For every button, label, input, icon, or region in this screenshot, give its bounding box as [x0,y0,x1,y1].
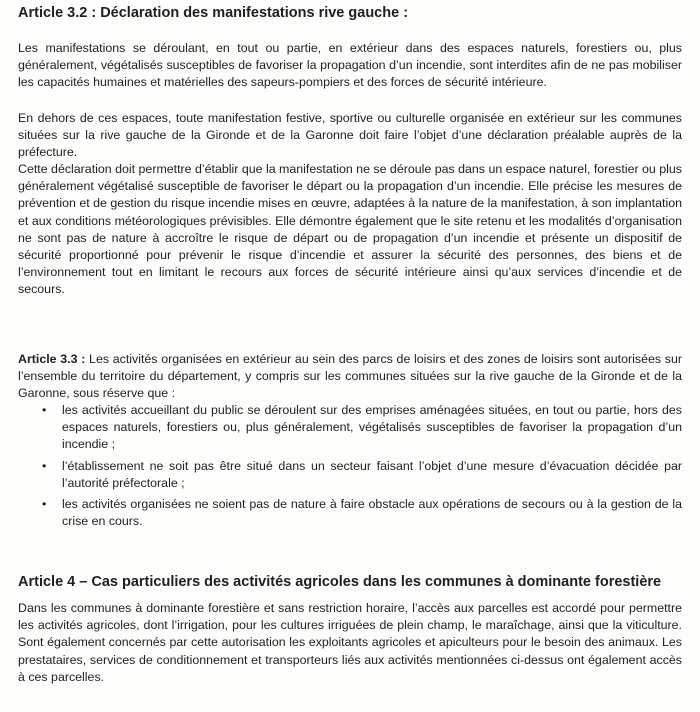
list-item-text: les activités organisées ne soient pas de nature à faire obstacle aux opérations de secours ou à la gestion de la crise en cours. [62,497,682,529]
article-3-3-intro-text: Les activités organisées en extérieur au sein des parcs de loisirs et des zones de loisirs sont autorisées sur l’ensemble du territoire du département, y compris sur les communes situées sur la rive gauche de la Gironde et de la Garonne, sous réserve que : [18,352,682,401]
list-item [40,496,682,530]
article-4-heading: Article 4 – Cas particuliers des activités agricoles dans les communes à dominante forestière [18,574,662,590]
article-3-2-heading: Article 3.2 : Déclaration des manifestations rive gauche : [18,5,409,21]
article-3-2-paragraph-2: En dehors de ces espaces, toute manifestation festive, sportive ou culturelle organisée en extérieur sur les communes situées sur la rive gauche de la Gironde et de la Garonne doit faire l’objet d’une déclaration préalable auprès de la préfecture. [18,111,682,160]
article-3-2-paragraph-3: Cette déclaration doit permettre d’établir que la manifestation ne se déroule pas dans un espace naturel, forestier ou plus généralement végétalisé susceptible de favoriser le départ ou la propagation d’un incendie. Elle précise les mesures de prévention et de gestion du risque incendie mises en œuvre, adaptées à la nature de la manifestation, à son implantation et aux conditions météorologiques prévisibles. Elle démontre également que le site retenu et les modalités d’organisation ne sont pas de nature à accroître le risque de départ ou de propagation d’un incendie et présente un dispositif de sécurité proportionné pour prévenir le risque d’incendie et assurer la sécurité des personnes, des biens et de l’environnement tout en limitant le recours aux forces de sécurité intérieure ainsi qu’aux services d’incendie et de secours. [18,162,682,297]
list-item [40,458,682,492]
bullet-icon: • [42,403,47,417]
article-3-3-conditions-list [40,402,682,534]
article-3-3-label: Article 3.3 : [18,352,86,366]
article-3-3-intro [18,351,682,403]
list-item-text: les activités accueillant du public se déroulent sur des emprises aménagées situées, en tout ou partie, hors des espaces naturels, forestiers ou, plus généralement, végétalisés susceptibles de favoriser la propagation d’un incendie ; [62,403,682,452]
bullet-icon: • [42,497,47,512]
list-item-text: l’établissement ne soit pas être situé dans un secteur faisant l’objet d’une mesure d’évacuation décidée par l’autorité préfectorale ; [62,458,682,490]
list-item [40,402,682,454]
bullet-icon: • [42,458,47,473]
article-3-2-paragraph-1: Les manifestations se déroulant, en tout ou partie, en extérieur dans des espaces naturels, forestiers ou, plus généralement, végétalisés susceptibles de favoriser la propagation d’un incendie, sont interdites afin de ne pas mobiliser les capacités humaines et matérielles des sapeurs-pompiers et des forces de sécurité intérieure. [18,41,682,90]
article-4-paragraph: Dans les communes à dominante forestière et sans restriction horaire, l’accès aux parcelles est accordé pour permettre les activités agricoles, dont l’irrigation, pour les cultures irriguées de plein champ, le maraîchage, ainsi que la viticulture. Sont également concernés par cette autorisation les exploitants agricoles et apiculteurs pour le besoin des animaux. Les prestataires, services de conditionnement et transporteurs liés aux activités mentionnées ci-dessus ont également accès à ces parcelles. [18,601,682,684]
